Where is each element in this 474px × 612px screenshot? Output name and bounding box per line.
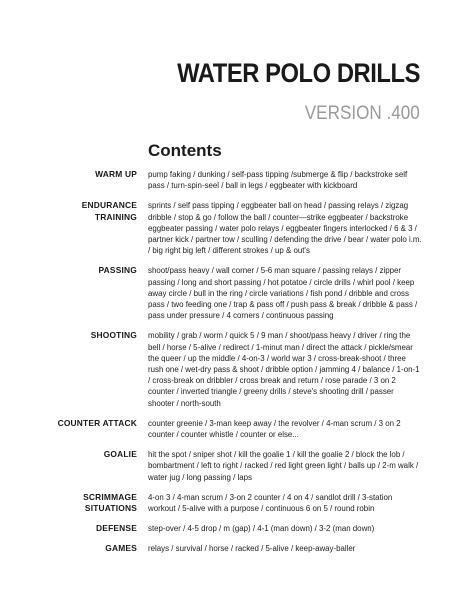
version-label: VERSION .400 xyxy=(304,103,420,124)
section-defense xyxy=(0,523,474,534)
section-drills: pump faking / dunking / self-pass tipping /submerge & flip / backstroke self pass / turn-spin-seel / ball in legs / eggbeater with kickboard xyxy=(148,170,408,191)
section-games xyxy=(0,543,474,554)
section-label: WARM UP xyxy=(95,169,137,179)
contents-heading: Contents xyxy=(148,141,222,160)
contents-list xyxy=(0,169,474,564)
section-drills: relays / survival / horse / racked / 5-alive / keep-away-baller xyxy=(148,544,356,554)
section-drills: shoot/pass heavy / wall corner / 5-6 man square / passing relays / zipper passing / long and short passing / hot potatoe / circle drills / whirl pool / keep away circle / bull in the ring / circle variations / fish pond / dribble and cross pass / two feeding one / trap & pass off / push pass & break / dribble & pass / pass under pressure / 4 corners / continuous passing xyxy=(148,266,418,321)
section-label: SHOOTING xyxy=(90,330,137,341)
section-drills: counter greenie / 3-man keep away / the revolver / 4-man scrum / 3 on 2 counter / counter whistle / counter or else... xyxy=(148,418,401,440)
section-scrimmage-situations xyxy=(0,492,474,514)
section-label: ENDURANCE TRAINING xyxy=(81,200,137,222)
section-goalie xyxy=(0,449,474,483)
section-drills: 4-on 3 / 4-man scrum / 3-on 2 counter / 4 on 4 / sandlot drill / 3-station workout / 5-alive with a purpose / continuous 6 on 5 / round robin xyxy=(148,492,393,514)
section-warm-up xyxy=(0,169,474,191)
section-drills: step-over / 4-5 drop / m (gap) / 4-1 (man down) / 3-2 (man down) xyxy=(148,524,375,534)
section-label: COUNTER ATTACK xyxy=(57,417,137,428)
section-label: GAMES xyxy=(105,543,137,554)
section-endurance-training xyxy=(0,200,474,256)
section-label: PASSING xyxy=(98,265,137,276)
section-shooting xyxy=(0,330,474,408)
section-passing xyxy=(0,265,474,321)
page-title: WATER POLO DRILLS xyxy=(177,58,420,88)
section-label: SCRIMMAGE SITUATIONS xyxy=(83,491,137,514)
section-counter-attack xyxy=(0,418,474,440)
section-label: DEFENSE xyxy=(96,523,137,534)
section-drills: hit the spot / sniper shot / kill the goalie 1 / kill the goalie 2 / block the lob / bombartment / left to right / racked / red light green light / balls up / 2-m walk / water jug / long passing / laps xyxy=(148,450,419,482)
section-drills: sprints / self pass tipping / eggbeater ball on head / passing relays / zigzag dribble / stop & go / follow the ball / counter—strike eggbeater / backstroke eggbeater passing / water polo relays / eggbeater fingers interlocked / 6 & 3 / partner kick / partner tow / sculling / defending the drive / bear / water polo i.m. / big right big left / different strokes / up & out's xyxy=(148,201,422,256)
section-label: GOALIE xyxy=(103,449,137,460)
section-drills: mobility / grab / worm / quick 5 / 9 man / shoot/pass heavy / driver / ring the bell / horse / 5-alive / redirect / 1-minut man / direct the attack / pickle/smear the queer / up the middle / 4-on-3 / world war 3 / cross-break-shoot / three rush one / wet-dry pass & shoot / dribble option / jamming 4 / balance / 1-on-1 / cross-break on dribbler / cross break and return / rose parade / 3 on 2 counter / inverted triangle / greeny drills / steve's shooting drill / passer shooter / north-south xyxy=(148,331,420,408)
